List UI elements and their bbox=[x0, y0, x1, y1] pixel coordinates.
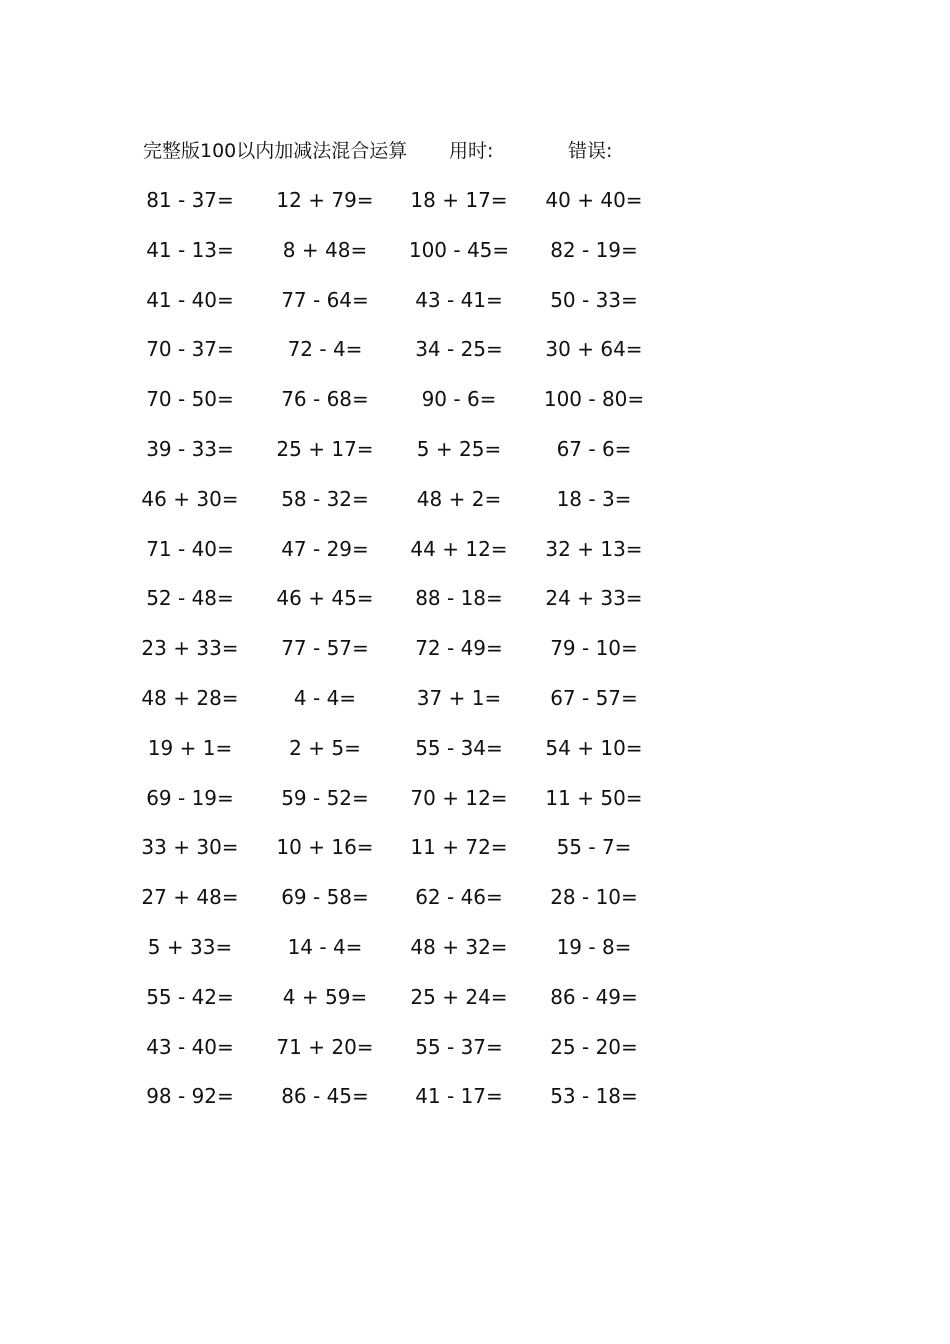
problem-cell: 71 + 20= bbox=[276, 1034, 374, 1059]
worksheet-title: 完整版100以内加减法混合运算 bbox=[143, 140, 408, 162]
problem-cell: 50 - 33= bbox=[550, 287, 638, 312]
problem-cell: 69 - 58= bbox=[281, 885, 369, 910]
problem-cell: 90 - 6= bbox=[421, 387, 497, 412]
problem-cell: 48 + 28= bbox=[141, 685, 239, 710]
problem-cell: 28 - 10= bbox=[550, 885, 638, 910]
problem-cell: 86 - 49= bbox=[550, 984, 638, 1009]
problem-row bbox=[0, 882, 950, 932]
problem-cell: 14 - 4= bbox=[287, 934, 363, 959]
problem-cell: 82 - 19= bbox=[550, 237, 638, 262]
problem-cell: 37 + 1= bbox=[416, 685, 502, 710]
problem-row bbox=[0, 932, 950, 982]
problem-row bbox=[0, 334, 950, 384]
problem-cell: 67 - 6= bbox=[556, 436, 632, 461]
problem-cell: 41 - 17= bbox=[415, 1084, 503, 1109]
problem-cell: 52 - 48= bbox=[146, 586, 234, 611]
problem-cell: 39 - 33= bbox=[146, 436, 234, 461]
problem-cell: 44 + 12= bbox=[410, 536, 508, 561]
problem-cell: 48 + 32= bbox=[410, 934, 508, 959]
problem-cell: 46 + 30= bbox=[141, 486, 239, 511]
problem-row bbox=[0, 583, 950, 633]
problem-cell: 47 - 29= bbox=[281, 536, 369, 561]
problem-cell: 23 + 33= bbox=[141, 636, 239, 661]
problem-row bbox=[0, 1081, 950, 1131]
problem-cell: 86 - 45= bbox=[281, 1084, 369, 1109]
problem-cell: 12 + 79= bbox=[276, 188, 374, 212]
problem-cell: 41 - 13= bbox=[146, 237, 234, 262]
problem-cell: 8 + 48= bbox=[282, 237, 368, 262]
problem-cell: 25 + 17= bbox=[276, 436, 374, 461]
problem-cell: 19 + 1= bbox=[147, 735, 233, 760]
problem-row bbox=[0, 783, 950, 833]
problem-cell: 34 - 25= bbox=[415, 337, 503, 362]
problem-cell: 58 - 32= bbox=[281, 486, 369, 511]
problem-cell: 24 + 33= bbox=[545, 586, 643, 611]
problem-cell: 54 + 10= bbox=[545, 735, 643, 760]
problem-cell: 77 - 57= bbox=[281, 636, 369, 661]
worksheet-header bbox=[143, 136, 743, 166]
problem-cell: 32 + 13= bbox=[545, 536, 643, 561]
problem-cell: 40 + 40= bbox=[545, 188, 643, 212]
problem-cell: 46 + 45= bbox=[276, 586, 374, 611]
problem-cell: 48 + 2= bbox=[416, 486, 502, 511]
problem-cell: 71 - 40= bbox=[146, 536, 234, 561]
problem-cell: 88 - 18= bbox=[415, 586, 503, 611]
time-used-label: 用时: bbox=[449, 140, 494, 162]
problem-row bbox=[0, 384, 950, 434]
problem-cell: 100 - 80= bbox=[543, 387, 645, 412]
problem-cell: 25 - 20= bbox=[550, 1034, 638, 1059]
problem-cell: 77 - 64= bbox=[281, 287, 369, 312]
problem-cell: 79 - 10= bbox=[550, 636, 638, 661]
problem-row bbox=[0, 285, 950, 335]
errors-label: 错误: bbox=[568, 140, 613, 162]
problem-cell: 19 - 8= bbox=[556, 934, 632, 959]
problem-row bbox=[0, 434, 950, 484]
problem-cell: 72 - 4= bbox=[287, 337, 363, 362]
problem-cell: 5 + 25= bbox=[416, 436, 502, 461]
problem-cell: 55 - 34= bbox=[415, 735, 503, 760]
problem-cell: 55 - 7= bbox=[556, 835, 632, 860]
problem-row bbox=[0, 534, 950, 584]
problem-cell: 5 + 33= bbox=[147, 934, 233, 959]
problem-cell: 81 - 37= bbox=[146, 188, 234, 212]
problem-row bbox=[0, 832, 950, 882]
problem-row bbox=[0, 1032, 950, 1082]
problem-cell: 41 - 40= bbox=[146, 287, 234, 312]
problem-row bbox=[0, 733, 950, 783]
problem-cell: 10 + 16= bbox=[276, 835, 374, 860]
problem-cell: 70 - 50= bbox=[146, 387, 234, 412]
problem-cell: 18 + 17= bbox=[410, 188, 508, 212]
problem-row bbox=[0, 185, 950, 235]
problem-cell: 11 + 50= bbox=[545, 785, 643, 810]
problem-cell: 27 + 48= bbox=[141, 885, 239, 910]
problem-row bbox=[0, 683, 950, 733]
problem-cell: 70 + 12= bbox=[410, 785, 508, 810]
problem-cell: 4 - 4= bbox=[293, 685, 357, 710]
problem-row bbox=[0, 484, 950, 534]
problem-cell: 62 - 46= bbox=[415, 885, 503, 910]
problem-grid bbox=[0, 185, 950, 1131]
problem-cell: 33 + 30= bbox=[141, 835, 239, 860]
problem-cell: 59 - 52= bbox=[281, 785, 369, 810]
problem-row bbox=[0, 633, 950, 683]
problem-cell: 18 - 3= bbox=[556, 486, 632, 511]
problem-cell: 4 + 59= bbox=[282, 984, 368, 1009]
problem-cell: 70 - 37= bbox=[146, 337, 234, 362]
problem-cell: 11 + 72= bbox=[410, 835, 508, 860]
problem-cell: 43 - 40= bbox=[146, 1034, 234, 1059]
problem-cell: 76 - 68= bbox=[281, 387, 369, 412]
problem-row bbox=[0, 235, 950, 285]
problem-cell: 2 + 5= bbox=[289, 735, 361, 760]
problem-cell: 30 + 64= bbox=[545, 337, 643, 362]
problem-cell: 67 - 57= bbox=[550, 685, 638, 710]
problem-row bbox=[0, 982, 950, 1032]
problem-cell: 43 - 41= bbox=[415, 287, 503, 312]
problem-cell: 72 - 49= bbox=[415, 636, 503, 661]
problem-cell: 55 - 42= bbox=[146, 984, 234, 1009]
problem-cell: 69 - 19= bbox=[146, 785, 234, 810]
problem-cell: 100 - 45= bbox=[408, 237, 510, 262]
problem-cell: 25 + 24= bbox=[410, 984, 508, 1009]
problem-cell: 55 - 37= bbox=[415, 1034, 503, 1059]
problem-cell: 53 - 18= bbox=[550, 1084, 638, 1109]
problem-cell: 98 - 92= bbox=[146, 1084, 234, 1109]
